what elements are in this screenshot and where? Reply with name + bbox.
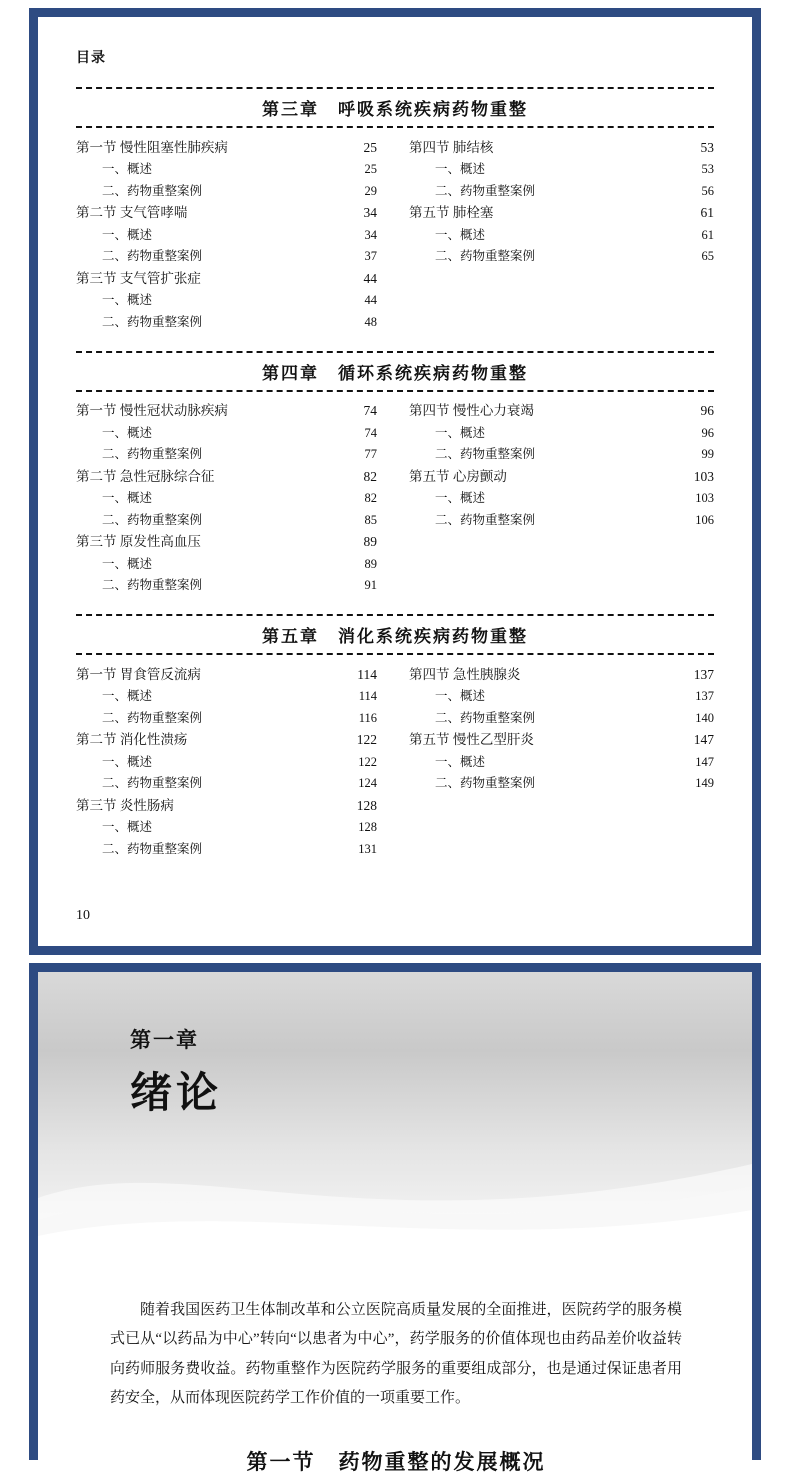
toc-entry[interactable] [409, 159, 714, 181]
toc-entry-page: 140 [695, 710, 714, 725]
toc-entry-page: 53 [701, 162, 714, 176]
toc-columns [76, 655, 714, 860]
toc-entry-page: 74 [364, 425, 377, 440]
toc-entry[interactable] [76, 465, 377, 488]
toc-entry-page: 137 [693, 666, 714, 682]
toc-entry-page: 29 [364, 183, 377, 198]
toc-entry-label: 二、药物重整案例 [102, 710, 203, 725]
toc-entry-label: 二、药物重整案例 [102, 776, 203, 790]
toc-entry-label: 第四节 急性胰腺炎 [409, 666, 521, 682]
toc-entry-label: 二、药物重整案例 [435, 512, 536, 527]
toc-entry-label: 二、药物重整案例 [435, 447, 536, 461]
toc-entry-label: 第四节 肺结核 [409, 139, 494, 155]
toc-entry-label: 第二节 支气管哮喘 [76, 205, 188, 220]
toc-entry[interactable] [76, 136, 377, 159]
toc-entry-page: 25 [363, 139, 377, 155]
toc-chapter-block [76, 351, 714, 597]
toc-entry-label: 第五节 肺栓塞 [409, 205, 494, 220]
toc-entry-label: 第三节 炎性肠病 [76, 797, 174, 813]
toc-entry[interactable] [76, 180, 377, 202]
toc-entry-label: 一、概述 [102, 227, 153, 242]
chapter-title: 第三章 呼吸系统疾病药物重整 [262, 100, 528, 119]
toc-entry-label: 第三节 支气管扩张症 [76, 270, 201, 286]
toc-entry[interactable] [76, 202, 377, 225]
toc-entry[interactable] [409, 400, 714, 423]
toc-entry-label: 一、概述 [102, 491, 153, 505]
toc-entry-label: 二、药物重整案例 [102, 249, 203, 263]
toc-entry-page: 99 [701, 447, 714, 461]
toc-entry-page: 37 [364, 249, 377, 263]
toc-entry-label: 二、药物重整案例 [435, 183, 536, 198]
toc-entry[interactable] [76, 224, 377, 246]
page-title: 目录 [76, 51, 106, 66]
toc-entry-label: 第五节 心房颤动 [409, 468, 507, 484]
toc-entry[interactable] [76, 663, 377, 686]
toc-entry[interactable] [409, 136, 714, 159]
toc-entry[interactable] [409, 663, 714, 686]
toc-column-left [76, 663, 395, 860]
toc-entry-label: 二、药物重整案例 [102, 183, 203, 198]
toc-entry-label: 第三节 原发性高血压 [76, 534, 201, 549]
toc-entry-page: 96 [700, 403, 714, 418]
toc-entry-label: 二、药物重整案例 [102, 841, 203, 856]
body-paragraph: 随着我国医药卫生体制改革和公立医院高质量发展的全面推进，医院药学的服务模式已从“以药品为中心”转向“以患者为中心”，药学服务的价值体现也由药品差价收益转向药师服务费收益。药物重整作为医院药学服务的重要组成部分，也是通过保证患者用药安全，从而体现医院药学工作价值的一项重要工作。 [110, 1302, 682, 1406]
swoosh-decoration [38, 1124, 752, 1254]
toc-content [38, 17, 752, 946]
toc-entry-label: 二、药物重整案例 [102, 578, 203, 592]
toc-entry-label: 一、概述 [435, 162, 486, 176]
toc-entry[interactable] [409, 488, 714, 510]
toc-column-right [395, 136, 714, 333]
toc-entry-label: 一、概述 [102, 820, 153, 834]
toc-entry-page: 128 [356, 797, 377, 813]
toc-entry[interactable] [76, 553, 377, 575]
toc-entry[interactable] [76, 575, 377, 597]
toc-entry-page: 65 [701, 249, 714, 263]
toc-entry-page: 103 [693, 468, 714, 484]
toc-entry-label: 一、概述 [102, 162, 153, 176]
toc-entry-page: 61 [700, 205, 714, 220]
toc-entry[interactable] [76, 794, 377, 817]
toc-entry-page: 44 [363, 270, 377, 286]
section-heading: 第一节 药物重整的发展概况 [246, 1451, 546, 1474]
toc-entry[interactable] [409, 246, 714, 268]
toc-entry-page: 77 [364, 447, 377, 461]
chapter-title: 第四章 循环系统疾病药物重整 [262, 363, 528, 383]
toc-entry[interactable] [409, 686, 714, 708]
toc-entry-page: 34 [363, 205, 377, 220]
chapter-name: 绪论 [130, 1069, 223, 1116]
toc-entry-page: 89 [363, 534, 377, 549]
toc-entry[interactable] [409, 224, 714, 246]
toc-column-right [395, 400, 714, 597]
toc-entry-label: 二、药物重整案例 [102, 447, 203, 461]
toc-entry[interactable] [76, 311, 377, 333]
toc-entry-page: 128 [358, 820, 377, 834]
toc-entry-page: 147 [693, 732, 714, 747]
toc-entry[interactable] [76, 422, 377, 444]
toc-entry-label: 第一节 慢性冠状动脉疾病 [76, 403, 228, 418]
toc-entry[interactable] [409, 444, 714, 466]
toc-entry-label: 一、概述 [102, 425, 153, 440]
toc-entry-page: 61 [701, 227, 714, 242]
toc-entry-label: 一、概述 [102, 293, 153, 307]
toc-entry-label: 一、概述 [435, 754, 486, 769]
toc-columns [76, 392, 714, 597]
toc-entry-page: 103 [695, 491, 714, 505]
toc-entry-page: 85 [364, 512, 377, 527]
toc-entry-label: 第一节 胃食管反流病 [76, 666, 201, 682]
toc-entry[interactable] [76, 817, 377, 839]
toc-column-left [76, 136, 395, 333]
chapter-body [38, 1254, 752, 1484]
toc-column-right [395, 663, 714, 860]
toc-entry-label: 一、概述 [102, 754, 153, 769]
toc-entry-page: 122 [356, 732, 377, 747]
toc-entry-page: 114 [357, 666, 377, 682]
chapter-title: 第五章 消化系统疾病药物重整 [262, 627, 528, 646]
toc-entry-page: 114 [358, 689, 377, 703]
toc-entry[interactable] [409, 465, 714, 488]
toc-entry-page: 96 [701, 425, 714, 440]
toc-entry[interactable] [76, 531, 377, 554]
toc-entry-page: 34 [364, 227, 377, 242]
toc-entry[interactable] [76, 773, 377, 795]
chapter-banner [38, 972, 752, 1254]
toc-entry-label: 一、概述 [435, 491, 486, 505]
toc-entry-page: 48 [364, 314, 377, 329]
toc-entry-page: 89 [364, 556, 377, 571]
toc-entry-page: 124 [358, 776, 377, 790]
toc-entry[interactable] [76, 838, 377, 860]
toc-entry[interactable] [76, 267, 377, 290]
toc-entry-page: 74 [363, 403, 377, 418]
toc-chapter-block [76, 614, 714, 860]
toc-entry[interactable] [76, 159, 377, 181]
toc-entry-label: 二、药物重整案例 [102, 512, 203, 527]
toc-entry-page: 56 [701, 183, 714, 198]
toc-chapter-block [76, 87, 714, 333]
toc-entry-page: 149 [695, 776, 714, 790]
toc-entry[interactable] [76, 707, 377, 729]
toc-entry-page: 91 [364, 578, 377, 592]
toc-entry[interactable] [76, 246, 377, 268]
toc-entry[interactable] [409, 180, 714, 202]
toc-entry-label: 一、概述 [435, 425, 486, 440]
toc-entry[interactable] [409, 751, 714, 773]
toc-entry[interactable] [76, 729, 377, 752]
toc-entry-label: 二、药物重整案例 [435, 776, 536, 790]
toc-entry[interactable] [76, 444, 377, 466]
toc-entry[interactable] [409, 773, 714, 795]
toc-column-left [76, 400, 395, 597]
toc-entry-label: 第五节 慢性乙型肝炎 [409, 732, 534, 747]
toc-entry[interactable] [76, 509, 377, 531]
toc-page [29, 8, 761, 955]
toc-entry[interactable] [409, 422, 714, 444]
toc-entry-label: 一、概述 [435, 689, 486, 703]
toc-entry-label: 第一节 慢性阻塞性肺疾病 [76, 139, 228, 155]
toc-entry-label: 第二节 急性冠脉综合征 [76, 468, 215, 484]
toc-entry[interactable] [76, 290, 377, 312]
toc-entry-label: 一、概述 [102, 556, 153, 571]
toc-entry[interactable] [76, 400, 377, 423]
toc-entry-page: 53 [700, 139, 714, 155]
toc-entry-label: 第四节 慢性心力衰竭 [409, 403, 534, 418]
toc-entry[interactable] [409, 707, 714, 729]
toc-entry-label: 一、概述 [435, 227, 486, 242]
toc-entry[interactable] [76, 751, 377, 773]
toc-entry-page: 131 [358, 841, 377, 856]
chapter-opener-page [29, 963, 761, 1474]
toc-entry-label: 二、药物重整案例 [435, 249, 536, 263]
toc-entry-page: 106 [695, 512, 714, 527]
toc-entry-page: 116 [358, 710, 377, 725]
toc-entry-page: 82 [364, 491, 377, 505]
toc-entry-page: 44 [364, 293, 377, 307]
toc-entry[interactable] [76, 686, 377, 708]
toc-entry[interactable] [409, 509, 714, 531]
toc-entry-label: 二、药物重整案例 [102, 314, 203, 329]
toc-entry-page: 25 [364, 162, 377, 176]
toc-entry-label: 二、药物重整案例 [435, 710, 536, 725]
toc-entry-page: 82 [363, 468, 377, 484]
toc-entry-page: 147 [695, 754, 714, 769]
toc-entry-label: 第二节 消化性溃疡 [76, 732, 188, 747]
page-number: 10 [76, 908, 90, 923]
toc-entry-page: 137 [695, 689, 714, 703]
toc-entry[interactable] [409, 202, 714, 225]
toc-entry[interactable] [76, 488, 377, 510]
toc-entry-page: 122 [358, 754, 377, 769]
toc-entry[interactable] [409, 729, 714, 752]
toc-entry-label: 一、概述 [102, 689, 153, 703]
chapter-kicker: 第一章 [130, 1029, 199, 1052]
toc-columns [76, 128, 714, 333]
